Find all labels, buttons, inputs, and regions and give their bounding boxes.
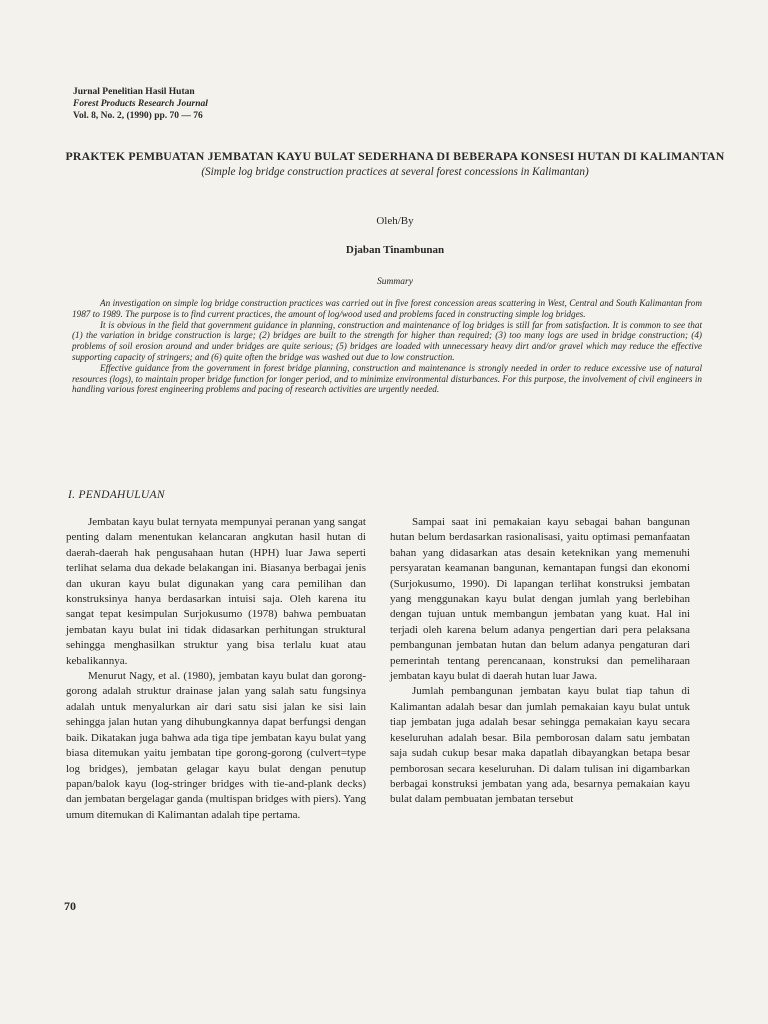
left-column <box>66 515 366 823</box>
paper-subtitle: (Simple log bridge construction practices at several forest concessions in Kalimantan) <box>201 166 589 178</box>
page-number: 70 <box>64 899 76 913</box>
by-label: Oleh/By <box>376 215 414 227</box>
section-heading: I. PENDAHULUAN <box>68 489 165 501</box>
summary-heading: Summary <box>377 277 413 287</box>
summary-paragraph: Effective guidance from the government in forest bridge planning, construction and maintenance is strongly needed in order to reduce excessive use of natural resources (logs), to maintain proper bridge function for longer period, and to minimize environmental disturbances. For this purpose, the involvement of civil engineers in handling various forest engineering problems and pacing of research activities are urgently needed. <box>72 362 702 395</box>
journal-name-indonesian: Jurnal Penelitian Hasil Hutan <box>73 87 195 97</box>
author-name: Djaban Tinambunan <box>345 244 445 256</box>
journal-name-english: Forest Products Research Journal <box>73 99 208 109</box>
summary-paragraph: It is obvious in the field that government guidance in planning, construction and maintenance of log bridges is still far from satisfaction. It is common to see that (1) the variation in bridge construction is large; (2) bridges are built to the strength for higher than required; (3) too many logs are used in bridge construction; (4) problems of soil erosion around and under bridges are quite serious; (5) bridges are loaded with unnecessary heavy dirt and/or gravel which may reduce the effective supporting capacity of stringers; and (6) quite often the bridge was washed out due to low construction. <box>72 319 702 362</box>
title-block <box>60 149 730 179</box>
body-paragraph: Jembatan kayu bulat ternyata mempunyai peranan yang sangat penting dalam menentukan kelancaran angkutan hasil hutan di daerah-daerah hak pengusahaan hutan (HPH) luar Jawa seperti terlihat selama dua dekade belakangan ini. Biasanya berbagai jenis dan ukuran kayu bulat digunakan yang cara pemilihan dan konstruksinya hanya berdasarkan intuisi saja. Oleh karena itu sangat tepat kesimpulan Surjokusumo (1978) bahwa pembuatan jembatan kayu bulat ini tidak didasarkan perhitungan struktural sehingga menghasilkan struktur yang bisa terlalu kuat atau kebalikannya. <box>66 516 366 667</box>
journal-header <box>73 86 208 122</box>
body-paragraph: Menurut Nagy, et al. (1980), jembatan kayu bulat dan gorong-gorong adalah struktur drainase jalan yang salah satu fungsinya adalah untuk menyalurkan air dari satu sisi jalan ke sisi lain sehingga jalan hutan yang dihubungkannya dapat berfungsi dengan baik. Dikatakan juga bahwa ada tiga tipe jembatan kayu bulat yang biasa ditemukan yaitu jembatan tipe gorong-gorong (culvert=type log bridges), jembatan gelagar kayu bulat dengan penutup papan/balok kayu (log-stringer bridges with tie-and-plank decks) dan jembatan bergelagar ganda (multispan bridges with piers). Yang umum ditemukan di Kalimantan adalah tipe pertama. <box>66 670 366 821</box>
right-column <box>390 515 690 808</box>
paper-title: PRAKTEK PEMBUATAN JEMBATAN KAYU BULAT SEDERHANA DI BEBERAPA KONSESI HUTAN DI KALIMANTAN <box>65 149 725 163</box>
body-paragraph: Jumlah pembangunan jembatan kayu bulat tiap tahun di Kalimantan adalah besar dan jumlah pemakaian kayu bulat untuk tiap jembatan juga adalah besar sehingga pemakaian kayu secara keseluruhan adalah besar. Bila pemborosan dalam satu jembatan saja sudah cukup besar maka dapatlah dibayangkan betapa besar pemborosan secara keseluruhan. Di dalam tulisan ini digambarkan berbagai konstruksi jembatan yang ada, besarnya pemakaian kayu bulat dalam pembuatan jembatan tersebut <box>390 685 690 806</box>
summary-paragraph: An investigation on simple log bridge construction practices was carried out in five forest concession areas scattering in West, Central and South Kalimantan from 1987 to 1989. The purpose is to find current practices, the amount of log/wood used and problems faced in constructing simple log bridges. <box>72 298 702 319</box>
summary-text <box>72 298 702 395</box>
body-paragraph: Sampai saat ini pemakaian kayu sebagai bahan bangunan hutan belum berdasarkan rasionalisasi, yaitu optimasi pemanfaatan bahan yang didasarkan atas desain keteknikan yang memenuhi persyaratan keamanan bangunan, kemantapan fungsi dan ekonomi (Surjokusumo, 1990). Di lapangan terlihat konstruksi jembatan yang menggunakan kayu bulat dengan jumlah yang berlebihan dengan tujuan untuk membangun jembatan yang kuat. Hal ini terjadi oleh karena belum adanya pengertian dari pera pelaksana pembangunan jembatan hutan dan belum adanya pengaturan dari pemerintah tentang perencanaan, konstruksi dan pemeliharaan jembatan kayu bulat di daerah hutan luar Jawa. <box>390 516 690 683</box>
journal-volume: Vol. 8, No. 2, (1990) pp. 70 — 76 <box>73 111 203 121</box>
